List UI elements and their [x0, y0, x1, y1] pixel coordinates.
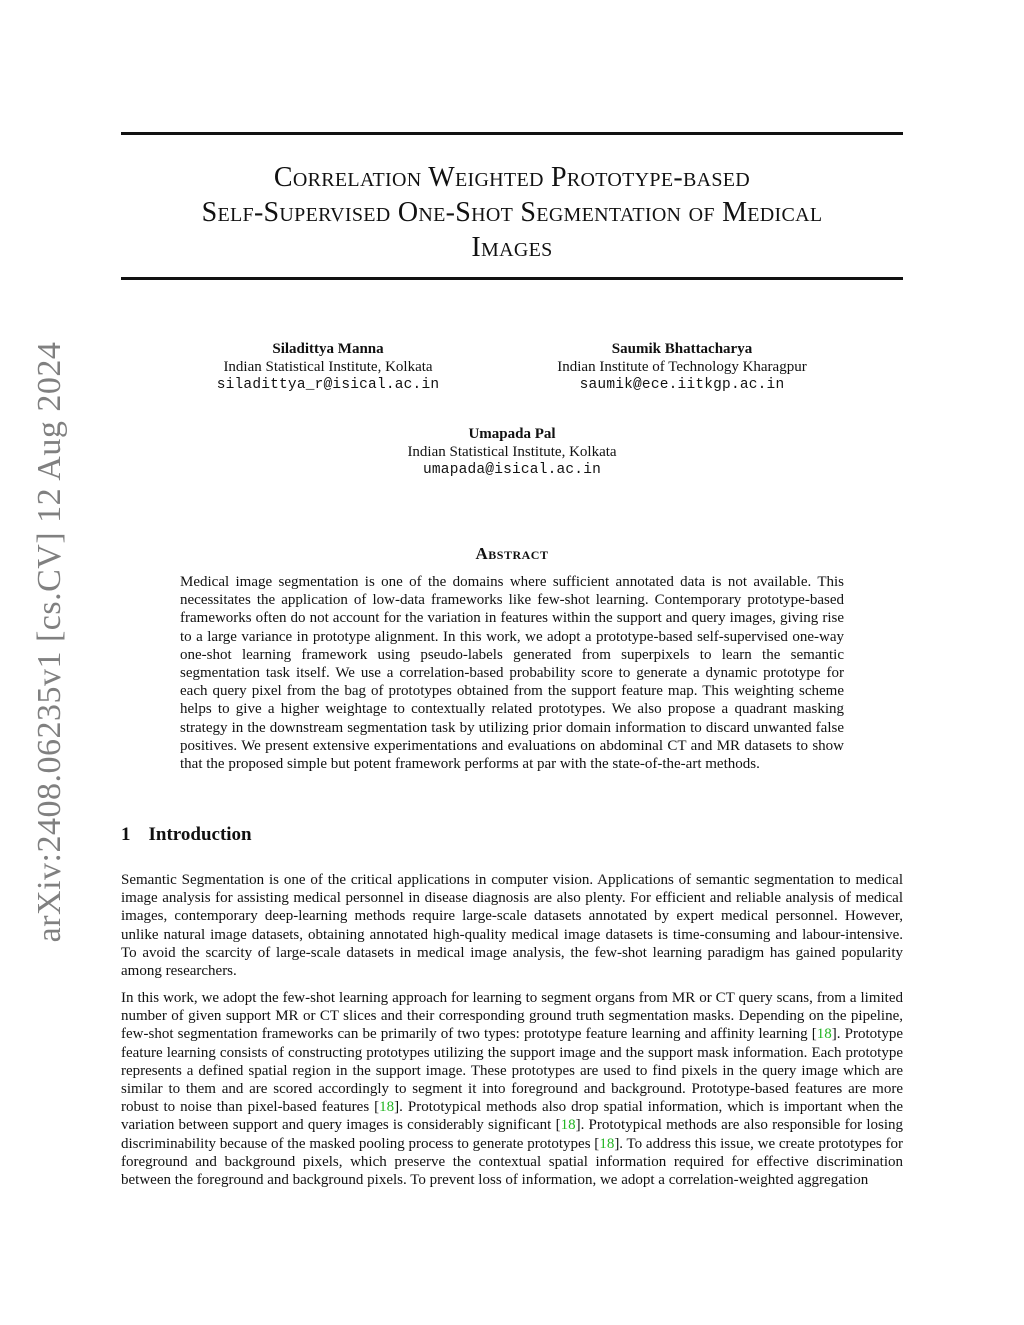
- title-line-2: Self-Supervised One-Shot Segmentation of Medical: [201, 197, 823, 228]
- author-affiliation: Indian Institute of Technology Kharagpur: [557, 359, 807, 375]
- body-paragraph: [121, 989, 903, 1189]
- section-title: Introduction: [148, 824, 252, 845]
- author-name: Umapada Pal: [468, 426, 556, 442]
- paragraph-text: In this work, we adopt the few-shot learning approach for learning to segment organs from MR or CT query scans, from a limited number of given support MR or CT slices and their corresponding ground truth segmentation masks. Depending on the pipeline, few-shot segmentation frameworks can be primarily of two types: prototype feature learning and affinity learning [: [121, 990, 903, 1043]
- author-block: [178, 340, 478, 394]
- paragraph-text: ]. To address this issue, we create prototypes for foreground and background pixels, which preserve the contextual spatial information required for effective discrimination between the foreground and background pixels. To prevent loss of information, we adopt a correlation-weighted aggregation: [121, 1135, 903, 1189]
- title-top-rule: [121, 132, 903, 135]
- abstract-text: Medical image segmentation is one of the domains where sufficient annotated data is not available. This necessitates the application of low-data frameworks like few-shot learning. Contemporary prototype-based frameworks often do not account for the variation in features within the support and query images, giving rise to a large variance in prototype alignment. In this work, we adopt a prototype-based self-supervised one-way one-shot learning framework using pseudo-labels generated from superpixels to learn the semantic segmentation task itself. We use a correlation-based probability score to generate a dynamic prototype for each query pixel from the bag of prototypes obtained from the support feature map. This weighting scheme helps to give a higher weightage to contextually related prototypes. We also propose a quadrant masking strategy in the downstream segmentation task by utilizing prior domain information to discard unwanted false positives. We present extensive experimentations and evaluations on abdominal CT and MR datasets to show that the proposed simple but potent framework performs at par with the state-of-the-art methods.: [180, 574, 844, 773]
- arxiv-side-stamp: arXiv:2408.06235v1 [cs.CV] 12 Aug 2024: [31, 341, 68, 943]
- abstract-heading: Abstract: [475, 544, 549, 563]
- citation-link[interactable]: 18: [379, 1099, 395, 1116]
- author-block: [532, 340, 832, 394]
- paper-title: [121, 160, 903, 265]
- author-name: Siladittya Manna: [272, 341, 384, 357]
- section-heading: [121, 824, 252, 846]
- citation-link[interactable]: 18: [816, 1026, 832, 1043]
- author-affiliation: Indian Statistical Institute, Kolkata: [407, 444, 617, 460]
- title-bottom-rule: [121, 277, 903, 280]
- citation-link[interactable]: 18: [599, 1135, 615, 1152]
- author-affiliation: Indian Statistical Institute, Kolkata: [223, 359, 433, 375]
- paragraph-text: ]. Prototypical methods also drop spatial information, which is important when the variation between support and query images is considerably significant [: [121, 1099, 903, 1134]
- author-email[interactable]: siladittya_r@isical.ac.in: [216, 377, 440, 393]
- title-line-1: Correlation Weighted Prototype-based: [273, 162, 751, 193]
- section-number: 1: [121, 824, 131, 845]
- author-name: Saumik Bhattacharya: [611, 341, 753, 357]
- author-block: [362, 425, 662, 479]
- author-email[interactable]: umapada@isical.ac.in: [422, 462, 602, 478]
- title-line-3: Images: [471, 232, 553, 263]
- body-paragraph: Semantic Segmentation is one of the critical applications in computer vision. Applications of semantic segmentation to medical image analysis for assisting medical personnel in disease diagnosis are also plenty. For efficient and reliable analysis of medical images, contemporary deep-learning methods require large-scale datasets annotated by expert medical personnel. However, unlike natural image datasets, obtaining annotated high-quality medical image datasets is time-consuming and labour-intensive. To avoid the scarcity of large-scale datasets in medical image analysis, the few-shot learning paradigm has gained popularity among researchers.: [121, 872, 903, 980]
- paragraph-text: ]. Prototype feature learning consists of constructing prototypes utilizing the support image and the support mask information. Each prototype represents a defined spatial region in the support image. These prototypes are used to find pixels in the query image which are similar to them and are scored accordingly to segment it into foreground and background. Prototype-based features are more robust to noise than pixel-based features [: [121, 1026, 903, 1116]
- citation-link[interactable]: 18: [560, 1117, 576, 1134]
- paragraph-text: ]. Prototypical methods are also responsible for losing discriminability because of the masked pooling process to generate prototypes [: [121, 1117, 904, 1152]
- author-email[interactable]: saumik@ece.iitkgp.ac.in: [579, 377, 785, 393]
